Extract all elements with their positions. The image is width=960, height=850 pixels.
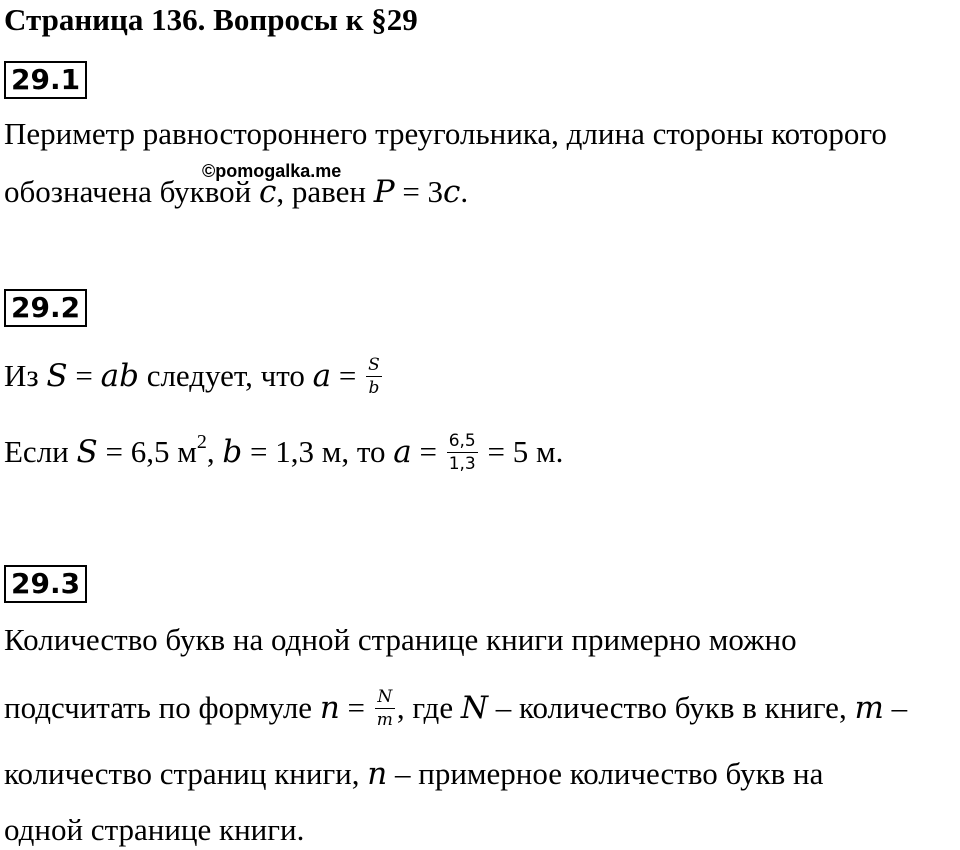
page-title: Страница 136. Вопросы к §29 — [4, 2, 418, 37]
fraction-6-5-over-1-3: $\frac{6,5}{1,3}$ — [448, 431, 476, 475]
variable-c: c — [259, 174, 277, 210]
q1-text-line-2: обозначена буквой c, равен P = 3c. — [4, 174, 469, 210]
variable-P: P — [373, 174, 395, 210]
q3-text-line-3: количество страниц книги, n – примерное количество букв на — [4, 756, 824, 792]
question-number-29-2: 29.2 — [4, 289, 87, 327]
fraction-N-over-m: $\frac{N}{m}$ — [376, 687, 393, 731]
fraction-S-over-b: $\frac{S}{b}$ — [368, 355, 380, 399]
q2-text-line-1: Из S = ab следует, что a = $\frac{S}{b}$ — [4, 355, 380, 399]
q3-text-line-2: подсчитать по формуле n = $\frac{N}{m}$ , где N – количество букв в книге, m – — [4, 687, 908, 731]
question-number-29-1: 29.1 — [4, 61, 87, 99]
q3-text-line-4: одной странице книги. — [4, 812, 305, 847]
question-number-29-3: 29.3 — [4, 565, 87, 603]
q3-text-line-1: Количество букв на одной странице книги примерно можно — [4, 622, 797, 657]
watermark: ©pomogalka.me — [202, 161, 342, 181]
variable-c: c — [443, 174, 461, 210]
q2-text-line-2: Если S = 6,5 $м^2$, b = 1,3 м, то a = $\frac{6,5}{1,3}$ = 5 м. — [4, 430, 564, 475]
q1-text-line-1: Периметр равностороннего треугольника, длина стороны которого — [4, 116, 887, 151]
